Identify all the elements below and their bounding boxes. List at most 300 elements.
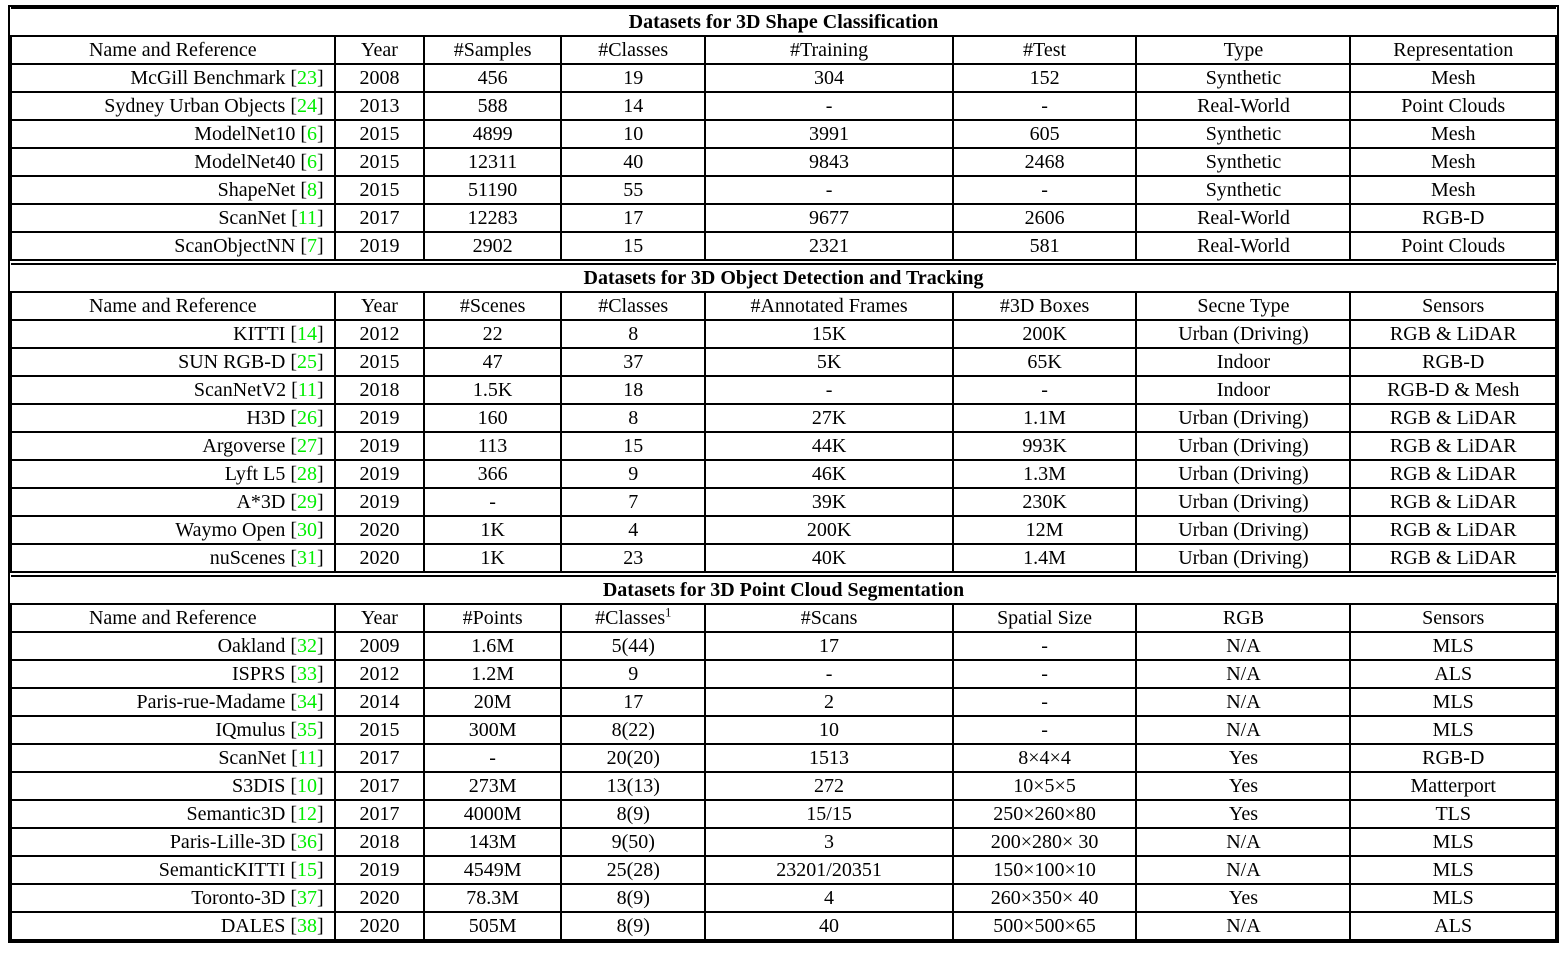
table-row [11, 912, 1556, 940]
data-cell: 200K [953, 320, 1137, 348]
data-cell: Synthetic [1136, 64, 1350, 92]
data-cell: 1K [424, 544, 561, 572]
citation-number: 36 [297, 830, 317, 853]
data-cell: 15 [561, 432, 705, 460]
data-cell: Real-World [1136, 232, 1350, 260]
data-cell: - [705, 176, 952, 204]
dataset-name-cell: IQmulus [35] [11, 716, 335, 744]
data-cell: N/A [1136, 660, 1350, 688]
section-body [11, 632, 1556, 940]
data-cell: 2321 [705, 232, 952, 260]
data-cell: 2018 [335, 828, 425, 856]
data-cell: Mesh [1350, 64, 1556, 92]
data-cell: 2015 [335, 716, 425, 744]
data-cell: MLS [1350, 884, 1556, 912]
data-cell: 2009 [335, 632, 425, 660]
data-cell: 17 [561, 204, 705, 232]
data-cell: Yes [1136, 800, 1350, 828]
data-cell: MLS [1350, 828, 1556, 856]
dataset-name-cell: ModelNet40 [6] [11, 148, 335, 176]
column-header: Representation [1350, 36, 1556, 64]
data-cell: 3 [705, 828, 952, 856]
dataset-name-cell: SemanticKITTI [15] [11, 856, 335, 884]
data-cell: N/A [1136, 828, 1350, 856]
data-cell: RGB & LiDAR [1350, 432, 1556, 460]
data-cell: 5(44) [561, 632, 705, 660]
data-cell: 20M [424, 688, 561, 716]
table-row [11, 376, 1556, 404]
data-cell: 2015 [335, 148, 425, 176]
table-row [11, 92, 1556, 120]
table-row [11, 800, 1556, 828]
section-title-row [11, 8, 1556, 36]
column-header: #Samples [424, 36, 561, 64]
table-row [11, 516, 1556, 544]
data-cell: Synthetic [1136, 120, 1350, 148]
dataset-name-cell: ShapeNet [8] [11, 176, 335, 204]
data-cell: - [953, 632, 1137, 660]
data-cell: 65K [953, 348, 1137, 376]
data-cell: 505M [424, 912, 561, 940]
data-cell: 2019 [335, 488, 425, 516]
citation-number: 14 [297, 322, 317, 345]
data-cell: 78.3M [424, 884, 561, 912]
citation-number: 35 [297, 718, 317, 741]
table-row [11, 828, 1556, 856]
citation-number: 26 [297, 406, 317, 429]
data-cell: - [953, 176, 1137, 204]
data-cell: 9 [561, 460, 705, 488]
data-cell: MLS [1350, 688, 1556, 716]
section-body [11, 64, 1556, 260]
data-cell: 39K [705, 488, 952, 516]
data-cell: 1513 [705, 744, 952, 772]
citation-number: 38 [297, 914, 317, 937]
citation-number: 11 [297, 206, 317, 229]
data-cell: 2017 [335, 772, 425, 800]
data-cell: 46K [705, 460, 952, 488]
data-cell: 2015 [335, 120, 425, 148]
data-cell: 260×350× 40 [953, 884, 1137, 912]
section-body [11, 320, 1556, 572]
data-cell: 304 [705, 64, 952, 92]
data-cell: MLS [1350, 632, 1556, 660]
data-cell: 2019 [335, 856, 425, 884]
dataset-name-cell: S3DIS [10] [11, 772, 335, 800]
data-cell: 20(20) [561, 744, 705, 772]
table-row [11, 660, 1556, 688]
table-row [11, 688, 1556, 716]
dataset-name-cell: DALES [38] [11, 912, 335, 940]
dataset-name-cell: Lyft L5 [28] [11, 460, 335, 488]
citation-number: 8 [307, 178, 317, 201]
table-row [11, 856, 1556, 884]
data-cell: 15/15 [705, 800, 952, 828]
data-cell: MLS [1350, 856, 1556, 884]
footnote-marker: 1 [665, 604, 672, 619]
data-cell: TLS [1350, 800, 1556, 828]
data-cell: 4549M [424, 856, 561, 884]
data-cell: 150×100×10 [953, 856, 1137, 884]
data-cell: Mesh [1350, 176, 1556, 204]
data-cell: 8 [561, 320, 705, 348]
data-cell: 51190 [424, 176, 561, 204]
dataset-name-cell: Toronto-3D [37] [11, 884, 335, 912]
data-cell: 1.1M [953, 404, 1137, 432]
data-cell: 2013 [335, 92, 425, 120]
column-header: Name and Reference [11, 604, 335, 632]
data-cell: 13(13) [561, 772, 705, 800]
data-cell: Yes [1136, 772, 1350, 800]
column-header: #Points [424, 604, 561, 632]
data-cell: - [953, 376, 1137, 404]
data-cell: Mesh [1350, 120, 1556, 148]
data-cell: 300M [424, 716, 561, 744]
citation-number: 33 [297, 662, 317, 685]
table-row [11, 744, 1556, 772]
dataset-name-cell: McGill Benchmark [23] [11, 64, 335, 92]
citation-number: 30 [297, 518, 317, 541]
dataset-name-cell: SUN RGB-D [25] [11, 348, 335, 376]
data-cell: 2015 [335, 176, 425, 204]
data-cell: 1.2M [424, 660, 561, 688]
data-cell: RGB-D [1350, 348, 1556, 376]
data-cell: 2018 [335, 376, 425, 404]
data-cell: 4 [705, 884, 952, 912]
data-cell: 9843 [705, 148, 952, 176]
citation-number: 6 [307, 150, 317, 173]
data-cell: 47 [424, 348, 561, 376]
data-cell: 40K [705, 544, 952, 572]
table-row [11, 176, 1556, 204]
table-row [11, 320, 1556, 348]
table-row [11, 884, 1556, 912]
data-cell: 17 [561, 688, 705, 716]
data-cell: N/A [1136, 856, 1350, 884]
dataset-name-cell: ScanNet [11] [11, 744, 335, 772]
data-cell: RGB & LiDAR [1350, 488, 1556, 516]
data-cell: 605 [953, 120, 1137, 148]
data-cell: 9677 [705, 204, 952, 232]
data-cell: 4899 [424, 120, 561, 148]
data-cell: Indoor [1136, 348, 1350, 376]
section-title-row [11, 576, 1556, 604]
data-cell: 250×260×80 [953, 800, 1137, 828]
data-cell: N/A [1136, 688, 1350, 716]
section-title: Datasets for 3D Object Detection and Tracking [11, 264, 1556, 292]
data-cell: 2 [705, 688, 952, 716]
data-cell: 8(9) [561, 884, 705, 912]
data-cell: Yes [1136, 884, 1350, 912]
data-cell: 113 [424, 432, 561, 460]
data-cell: 9 [561, 660, 705, 688]
citation-number: 15 [297, 858, 317, 881]
data-cell: 12311 [424, 148, 561, 176]
citation-number: 31 [297, 546, 317, 569]
citation-number: 12 [297, 802, 317, 825]
data-cell: 10 [705, 716, 952, 744]
data-cell: RGB & LiDAR [1350, 460, 1556, 488]
citation-number: 28 [297, 462, 317, 485]
data-cell: 15K [705, 320, 952, 348]
data-cell: Urban (Driving) [1136, 404, 1350, 432]
citation-number: 24 [297, 94, 317, 117]
dataset-name-cell: ModelNet10 [6] [11, 120, 335, 148]
table-row [11, 716, 1556, 744]
data-cell: 2012 [335, 660, 425, 688]
citation-number: 25 [297, 350, 317, 373]
data-cell: RGB & LiDAR [1350, 404, 1556, 432]
column-header: Sensors [1350, 292, 1556, 320]
data-cell: 200K [705, 516, 952, 544]
data-cell: 2017 [335, 800, 425, 828]
column-header-row [11, 292, 1556, 320]
data-cell: Urban (Driving) [1136, 488, 1350, 516]
data-cell: 2008 [335, 64, 425, 92]
citation-number: 29 [297, 490, 317, 513]
citation-number: 34 [297, 690, 317, 713]
dataset-name-cell: H3D [26] [11, 404, 335, 432]
column-header: #Classes [561, 36, 705, 64]
data-cell: RGB & LiDAR [1350, 544, 1556, 572]
column-header: RGB [1136, 604, 1350, 632]
column-header: Year [335, 604, 425, 632]
column-header: #Classes [561, 292, 705, 320]
citation-number: 37 [297, 886, 317, 909]
column-header: #Training [705, 36, 952, 64]
citation-number: 11 [297, 378, 317, 401]
data-cell: - [705, 376, 952, 404]
data-cell: 160 [424, 404, 561, 432]
data-cell: 14 [561, 92, 705, 120]
data-cell: - [424, 744, 561, 772]
data-cell: 1.3M [953, 460, 1137, 488]
data-cell: - [705, 92, 952, 120]
data-cell: N/A [1136, 912, 1350, 940]
data-cell: ALS [1350, 912, 1556, 940]
citation-number: 23 [297, 66, 317, 89]
data-cell: RGB-D [1350, 204, 1556, 232]
dataset-name-cell: ISPRS [33] [11, 660, 335, 688]
data-cell: 40 [705, 912, 952, 940]
data-cell: RGB-D [1350, 744, 1556, 772]
data-cell: 588 [424, 92, 561, 120]
data-cell: 456 [424, 64, 561, 92]
section-table-point-cloud-segmentation [10, 575, 1557, 941]
data-cell: 2017 [335, 204, 425, 232]
table-row [11, 460, 1556, 488]
column-header: #Scans [705, 604, 952, 632]
section-title: Datasets for 3D Point Cloud Segmentation [11, 576, 1556, 604]
data-cell: Real-World [1136, 92, 1350, 120]
column-header: #Scenes [424, 292, 561, 320]
data-cell: Urban (Driving) [1136, 460, 1350, 488]
table-row [11, 64, 1556, 92]
table-row [11, 488, 1556, 516]
dataset-name-cell: ScanNetV2 [11] [11, 376, 335, 404]
data-cell: ALS [1350, 660, 1556, 688]
data-cell: - [953, 716, 1137, 744]
data-cell: 8×4×4 [953, 744, 1137, 772]
data-cell: - [953, 92, 1137, 120]
section-table-shape-classification [10, 7, 1557, 261]
dataset-name-cell: ScanObjectNN [7] [11, 232, 335, 260]
table-row [11, 120, 1556, 148]
data-cell: 37 [561, 348, 705, 376]
data-cell: Synthetic [1136, 176, 1350, 204]
data-cell: 2019 [335, 232, 425, 260]
data-cell: 23 [561, 544, 705, 572]
data-cell: 9(50) [561, 828, 705, 856]
data-cell: Urban (Driving) [1136, 516, 1350, 544]
data-cell: RGB & LiDAR [1350, 320, 1556, 348]
column-header: #3D Boxes [953, 292, 1137, 320]
data-cell: 23201/20351 [705, 856, 952, 884]
data-cell: 2019 [335, 460, 425, 488]
data-cell: 8 [561, 404, 705, 432]
dataset-name-cell: Semantic3D [12] [11, 800, 335, 828]
data-cell: 2019 [335, 432, 425, 460]
data-cell: 2606 [953, 204, 1137, 232]
table-row [11, 432, 1556, 460]
citation-number: 27 [297, 434, 317, 457]
data-cell: RGB-D & Mesh [1350, 376, 1556, 404]
data-cell: 19 [561, 64, 705, 92]
column-header: #Test [953, 36, 1137, 64]
data-cell: 2902 [424, 232, 561, 260]
table-row [11, 348, 1556, 376]
data-cell: 4000M [424, 800, 561, 828]
data-cell: 2019 [335, 404, 425, 432]
column-header: Name and Reference [11, 292, 335, 320]
column-header: Secne Type [1136, 292, 1350, 320]
data-cell: Urban (Driving) [1136, 320, 1350, 348]
data-cell: 27K [705, 404, 952, 432]
data-cell: 272 [705, 772, 952, 800]
data-cell: RGB & LiDAR [1350, 516, 1556, 544]
data-cell: 12283 [424, 204, 561, 232]
data-cell: Mesh [1350, 148, 1556, 176]
dataset-name-cell: Oakland [32] [11, 632, 335, 660]
data-cell: 15 [561, 232, 705, 260]
data-cell: 3991 [705, 120, 952, 148]
data-cell: Real-World [1136, 204, 1350, 232]
data-cell: 2012 [335, 320, 425, 348]
data-cell: 2468 [953, 148, 1137, 176]
data-cell: 55 [561, 176, 705, 204]
datasets-summary-table [8, 5, 1559, 943]
dataset-name-cell: Argoverse [27] [11, 432, 335, 460]
data-cell: 22 [424, 320, 561, 348]
citation-number: 32 [297, 634, 317, 657]
data-cell: 8(9) [561, 800, 705, 828]
table-row [11, 148, 1556, 176]
data-cell: - [424, 488, 561, 516]
data-cell: Point Clouds [1350, 92, 1556, 120]
column-header: Spatial Size [953, 604, 1137, 632]
dataset-name-cell: KITTI [14] [11, 320, 335, 348]
data-cell: Urban (Driving) [1136, 544, 1350, 572]
data-cell: 2014 [335, 688, 425, 716]
data-cell: 500×500×65 [953, 912, 1137, 940]
section-title-row [11, 264, 1556, 292]
data-cell: 273M [424, 772, 561, 800]
data-cell: - [953, 688, 1137, 716]
dataset-name-cell: nuScenes [31] [11, 544, 335, 572]
data-cell: 10 [561, 120, 705, 148]
data-cell: MLS [1350, 716, 1556, 744]
data-cell: Matterport [1350, 772, 1556, 800]
table-row [11, 204, 1556, 232]
dataset-name-cell: Sydney Urban Objects [24] [11, 92, 335, 120]
data-cell: 44K [705, 432, 952, 460]
data-cell: 1K [424, 516, 561, 544]
data-cell: 8(9) [561, 912, 705, 940]
data-cell: 25(28) [561, 856, 705, 884]
citation-number: 11 [297, 746, 317, 769]
dataset-name-cell: A*3D [29] [11, 488, 335, 516]
data-cell: 8(22) [561, 716, 705, 744]
data-cell: 17 [705, 632, 952, 660]
data-cell: 2015 [335, 348, 425, 376]
data-cell: 40 [561, 148, 705, 176]
column-header: #Annotated Frames [705, 292, 952, 320]
data-cell: 1.6M [424, 632, 561, 660]
column-header: Year [335, 36, 425, 64]
column-header: Type [1136, 36, 1350, 64]
data-cell: 2020 [335, 884, 425, 912]
table-row [11, 632, 1556, 660]
dataset-name-cell: ScanNet [11] [11, 204, 335, 232]
column-header: #Classes$^1$ [561, 604, 705, 632]
data-cell: 7 [561, 488, 705, 516]
table-row [11, 772, 1556, 800]
data-cell: Point Clouds [1350, 232, 1556, 260]
citation-number: 6 [307, 122, 317, 145]
data-cell: N/A [1136, 716, 1350, 744]
table-row [11, 544, 1556, 572]
data-cell: 366 [424, 460, 561, 488]
data-cell: 993K [953, 432, 1137, 460]
dataset-name-cell: Waymo Open [30] [11, 516, 335, 544]
column-header: Sensors [1350, 604, 1556, 632]
data-cell: Yes [1136, 744, 1350, 772]
section-title: Datasets for 3D Shape Classification [11, 8, 1556, 36]
data-cell: N/A [1136, 632, 1350, 660]
paper-page [8, 5, 1559, 943]
data-cell: - [705, 660, 952, 688]
data-cell: 2020 [335, 544, 425, 572]
data-cell: 2017 [335, 744, 425, 772]
data-cell: 18 [561, 376, 705, 404]
column-header: Name and Reference [11, 36, 335, 64]
data-cell: 10×5×5 [953, 772, 1137, 800]
data-cell: - [953, 660, 1137, 688]
column-header-row [11, 36, 1556, 64]
data-cell: 200×280× 30 [953, 828, 1137, 856]
data-cell: 5K [705, 348, 952, 376]
data-cell: Indoor [1136, 376, 1350, 404]
section-table-object-detection-tracking [10, 263, 1557, 573]
table-row [11, 404, 1556, 432]
citation-number: 10 [297, 774, 317, 797]
data-cell: Urban (Driving) [1136, 432, 1350, 460]
column-header: Year [335, 292, 425, 320]
data-cell: 230K [953, 488, 1137, 516]
data-cell: 143M [424, 828, 561, 856]
data-cell: 1.5K [424, 376, 561, 404]
data-cell: Synthetic [1136, 148, 1350, 176]
